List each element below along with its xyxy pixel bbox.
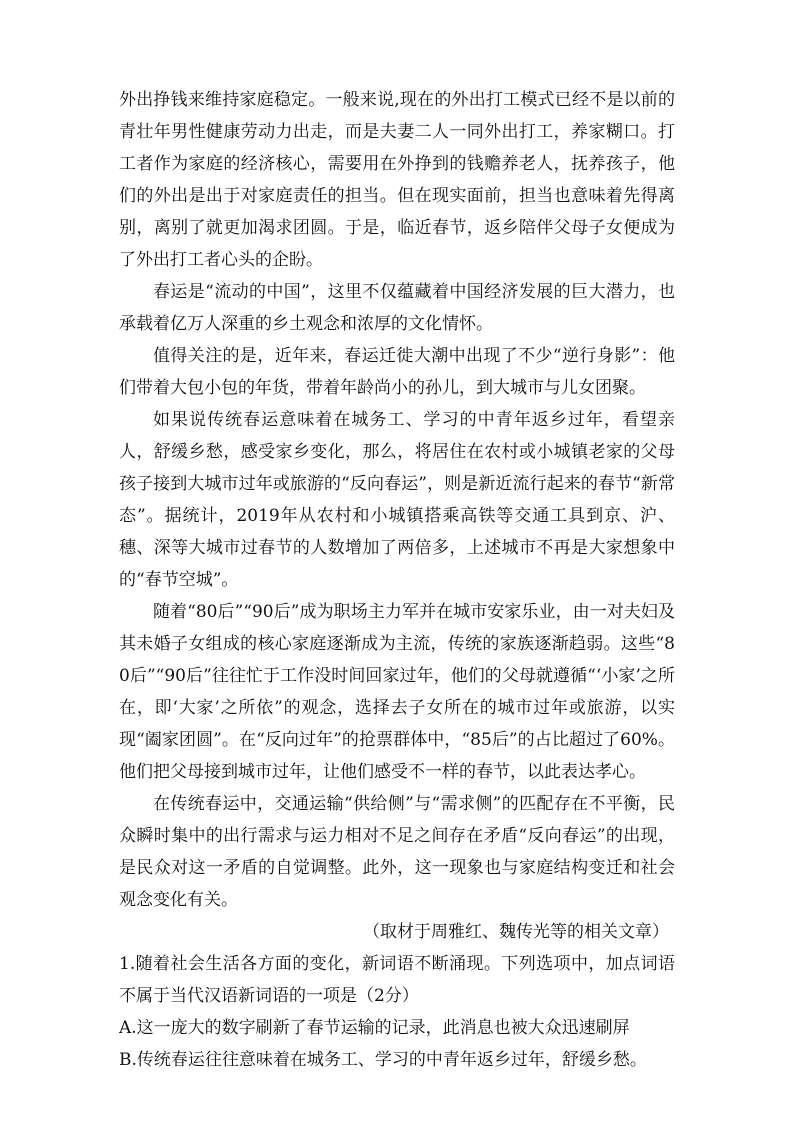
article-paragraph-6: 在传统春运中，交通运输“供给侧”与“需求侧”的匹配存在不平衡，民众瞬时集中的出行需求与运力相对不足之间存在矛盾“反向春运”的出现，是民众对这一矛盾的自觉调整。此外，这一现象也与家庭结构变迁和社会观念变化有关。 [119, 794, 675, 910]
question-option-b: B.传统春运往往意味着在城务工、学习的中青年返乡过年，舒缓乡愁。 [119, 1050, 647, 1070]
question-stem: 1.随着社会生活各方面的变化，新词语不断涌现。下列选项中，加点词语不属于当代汉语新词语的一项是（2分） [119, 954, 675, 1006]
article-source: （取材于周雅红、魏传光等的相关文章） [363, 922, 669, 942]
article-paragraph-1: 外出挣钱来维持家庭稳定。一般来说,现在的外出打工模式已经不是以前的青壮年男性健康劳动力出走，而是夫妻二人一同外出打工，养家糊口。打工者作为家庭的经济核心，需要用在外挣到的钱赡养老人，抚养孩子，他们的外出是出于对家庭责任的担当。但在现实面前，担当也意味着先得离别，离别了就更加渴求团圆。于是，临近春节，返乡陪伴父母子女便成为了外出打工者心头的企盼。 [119, 90, 675, 270]
question-option-a: A.这一庞大的数字刷新了春节运输的记录，此消息也被大众迅速刷屏 [119, 1018, 630, 1038]
article-paragraph-4: 如果说传统春运意味着在城务工、学习的中青年返乡过年，看望亲人，舒缓乡愁，感受家乡变化，那么，将居住在农村或小城镇老家的父母孩子接到大城市过年或旅游的“反向春运”，则是新近流行起来的春节“新常态”。据统计，2019年从农村和小城镇搭乘高铁等交通工具到京、沪、穗、深等大城市过春节的人数增加了两倍多，上述城市不再是大家想象中的“春节空城”。 [119, 410, 675, 590]
article-paragraph-5: 随着“80后”“90后”成为职场主力军并在城市安家乐业，由一对夫妇及其未婚子女组成的核心家庭逐渐成为主流，传统的家族逐渐趋弱。这些“80后”“90后”往往忙于工作没时间回家过年，他们的父母就遵循“‘小家’之所在，即‘大家’之所依”的观念，选择去子女所在的城市过年或旅游，以实现“阖家团圆”。在“反向过年”的抢票群体中，“85后”的占比超过了60%。他们把父母接到城市过年，让他们感受不一样的春节，以此表达孝心。 [119, 602, 675, 782]
article-paragraph-3: 值得关注的是，近年来，春运迁徙大潮中出现了不少“逆行身影”：他们带着大包小包的年货，带着年龄尚小的孙儿，到大城市与儿女团聚。 [119, 346, 675, 398]
document-page [119, 84, 675, 1076]
article-paragraph-2: 春运是“流动的中国”，这里不仅蕴藏着中国经济发展的巨大潜力，也承载着亿万人深重的乡土观念和浓厚的文化情怀。 [119, 282, 675, 334]
